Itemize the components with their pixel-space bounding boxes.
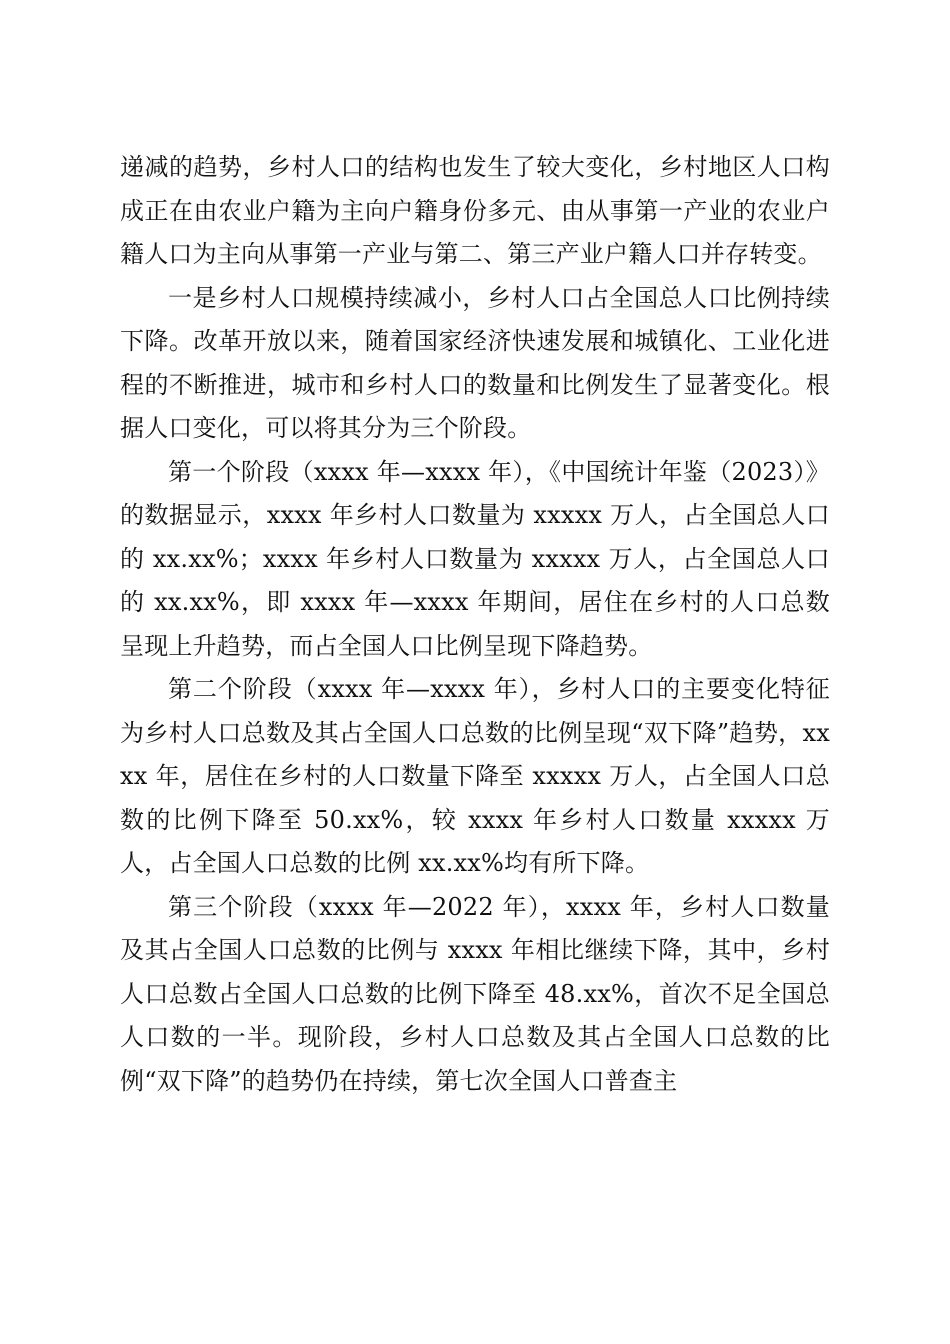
paragraph-5: 第三个阶段（xxxx 年—2022 年），xxxx 年，乡村人口数量及其占全国人口总数的比例与 xxxx 年相比继续下降，其中，乡村人口总数占全国人口总数的比例下降至 48.xx%，首次不足全国总人口数的一半。现阶段，乡村人口总数及其占全国人口总数的比例“双下降”的趋势仍在持续，第七次全国人口普查主 [120, 892, 830, 1095]
paragraph-3: 第一个阶段（xxxx 年—xxxx 年），《中国统计年鉴（2023）》的数据显示，xxxx 年乡村人口数量为 xxxxx 万人，占全国总人口的 xx.xx%；xxxx 年乡村人口数量为 xxxxx 万人，占全国总人口的 xx.xx%，即 xxxx 年—xxxx 年期间，居住在乡村的人口总数呈现上升趋势，而占全国人口比例呈现下降趋势。 [120, 457, 830, 660]
paragraph-1: 递减的趋势，乡村人口的结构也发生了较大变化，乡村地区人口构成正在由农业户籍为主向户籍身份多元、由从事第一产业的农业户籍人口为主向从事第一产业与第二、第三产业户籍人口并存转变。 [120, 153, 830, 268]
paragraph-2: 一是乡村人口规模持续减小，乡村人口占全国总人口比例持续下降。改革开放以来，随着国家经济快速发展和城镇化、工业化进程的不断推进，城市和乡村人口的数量和比例发生了显著变化。根据人口变化，可以将其分为三个阶段。 [120, 283, 830, 442]
paragraph-4: 第二个阶段（xxxx 年—xxxx 年），乡村人口的主要变化特征为乡村人口总数及其占全国人口总数的比例呈现“双下降”趋势，xxxx 年，居住在乡村的人口数量下降至 xxxxx 万人，占全国人口总数的比例下降至 50.xx%，较 xxxx 年乡村人口数量 xxxxx 万人，占全国人口总数的比例 xx.xx%均有所下降。 [120, 675, 830, 877]
document-body [120, 146, 830, 1103]
